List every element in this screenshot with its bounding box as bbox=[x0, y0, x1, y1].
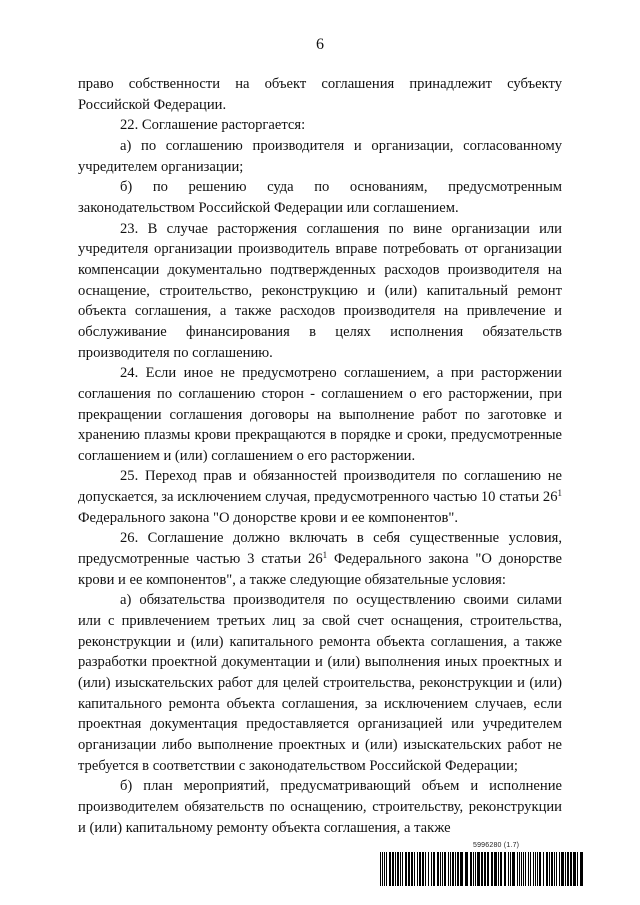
superscript: 1 bbox=[322, 550, 328, 561]
paragraph-22: 22. Соглашение расторгается: bbox=[120, 117, 306, 134]
paragraph-23: 23. В случае расторжения соглашения по вине организации или учредителя организации производитель вправе потребовать от организации компенсации документально подтвержденных расходов производителя на оснащение, строительство, реконструкцию и (или) капитальный ремонт объекта соглашения, а также расходов производителя на привлечение и обслуживание финансирования в целях исполнения обязательств производителя по соглашению. bbox=[78, 220, 562, 361]
paragraph-ownership: право собственности на объект соглашения принадлежит субъекту Российской Федерации. bbox=[78, 76, 562, 113]
superscript: 1 bbox=[557, 488, 562, 499]
paragraph-25 bbox=[78, 466, 562, 528]
page-number: 6 bbox=[316, 36, 324, 53]
paragraph-26-text: 26. Соглашение должно включать в себя существенные условия, предусмотренные частью 3 статьи 26 bbox=[78, 530, 562, 568]
paragraph-22-a: а) по соглашению производителя и организации, согласованному учредителем организации; bbox=[78, 137, 562, 175]
document-barcode bbox=[380, 842, 586, 886]
paragraph-24: 24. Если иное не предусмотрено соглашением, а при расторжении соглашения по соглашению сторон - соглашением о его расторжении, при прекращении соглашения договоры на выполнение работ по заготовке и хранению плазмы крови прекращаются в порядке и сроки, предусмотренные соглашением и (или) соглашением о его расторжении. bbox=[78, 365, 562, 464]
paragraph-25-text-after: Федерального закона "О донорстве крови и ее компонентов". bbox=[78, 509, 458, 526]
paragraph-22-b: б) по решению суда по основаниям, предусмотренным законодательством Российской Федерации или соглашением. bbox=[78, 179, 562, 216]
barcode-number: 5996280 (1.7) bbox=[473, 842, 520, 849]
paragraph-26-a: а) обязательства производителя по осуществлению своими силами или с привлечением третьих лиц за свой счет оснащения, строительства, реконструкции и (или) капитального ремонта объекта соглашения, а также разработки проектной документации и (или) выполнения иных проектных и (или) изыскательских работ для целей строительства, реконструкции и (или) капитального ремонта объекта соглашения, за исключением случаев, если проектная документация предоставляется организацией или учредителем организации либо выполнение проектных и (или) изыскательских работ не требуется в соответствии с законодательством Российской Федерации; bbox=[78, 592, 562, 774]
paragraph-26-text-after: Федерального закона "О донорстве крови и ее компонентов", а также следующие обязательные условия: bbox=[78, 551, 562, 588]
barcode-icon bbox=[380, 852, 586, 886]
document-body bbox=[78, 74, 562, 838]
paragraph-26-b: б) план мероприятий, предусматривающий объем и исполнение производителем обязательств по оснащению, строительству, реконструкции и (или) капитальному ремонту объекта соглашения, а также bbox=[78, 778, 562, 836]
paragraph-26 bbox=[78, 528, 562, 590]
paragraph-25-text: 25. Переход прав и обязанностей производителя по соглашению не допускается, за исключением случая, предусмотренного частью 10 статьи 26 bbox=[78, 468, 562, 506]
